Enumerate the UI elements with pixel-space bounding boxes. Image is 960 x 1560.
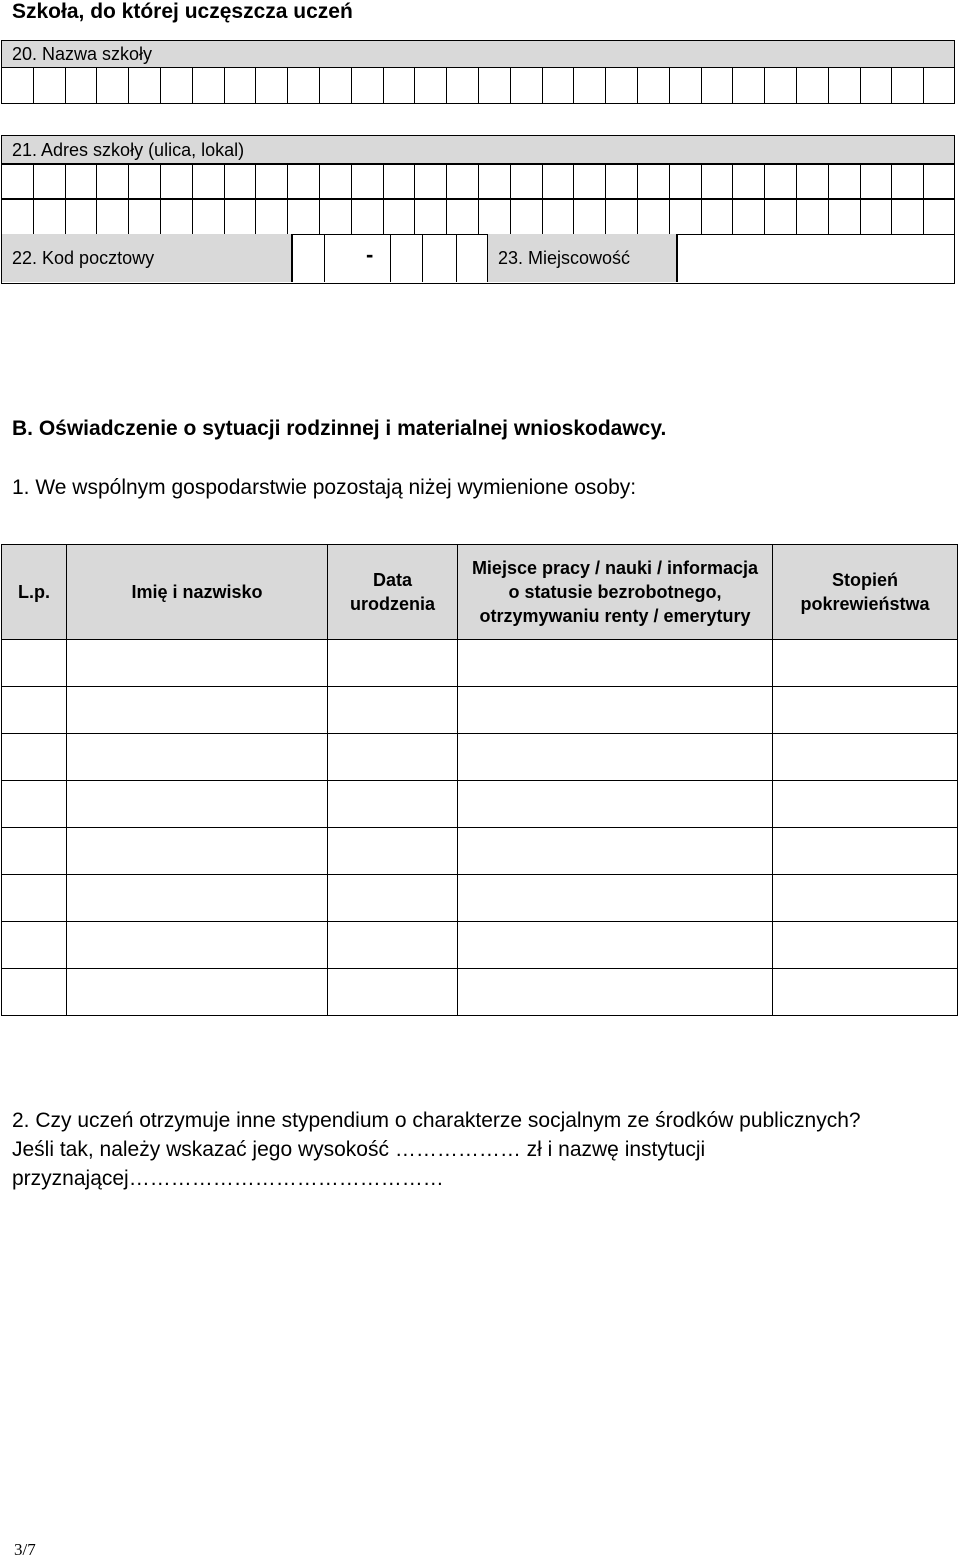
cell-workplace[interactable]: [458, 875, 773, 922]
table-header-row: [2, 545, 958, 640]
school-name-boxes[interactable]: [1, 67, 955, 103]
cell-workplace[interactable]: [458, 734, 773, 781]
cell-workplace[interactable]: [458, 828, 773, 875]
cell-workplace[interactable]: [458, 781, 773, 828]
cell-birth-date[interactable]: [328, 875, 458, 922]
table-row: [2, 922, 958, 969]
cell-workplace[interactable]: [458, 687, 773, 734]
table-row: [2, 781, 958, 828]
question-2-line2: Jeśli tak, należy wskazać jego wysokość ……………… zł i nazwę instytucji przyznającej………………………………………: [12, 1138, 706, 1190]
cell-name[interactable]: [67, 969, 328, 1016]
table-row: [2, 640, 958, 687]
town-label: 23. Miejscowość: [487, 234, 677, 282]
town-field[interactable]: [677, 234, 956, 282]
header-workplace: Miejsce pracy / nauki / informacja o statusie bezrobotnego, otrzymywaniu renty / emerytury: [458, 545, 773, 640]
header-relationship: Stopień pokrewieństwa: [773, 545, 958, 640]
cell-name[interactable]: [67, 640, 328, 687]
cell-birth-date[interactable]: [328, 781, 458, 828]
cell-birth-date[interactable]: [328, 640, 458, 687]
section-b-heading: B. Oświadczenie o sytuacji rodzinnej i materialnej wnioskodawcy.: [12, 417, 667, 440]
cell-name[interactable]: [67, 781, 328, 828]
cell-lp[interactable]: [2, 734, 67, 781]
postal-code-box[interactable]: [292, 234, 324, 282]
header-lp: L.p.: [2, 545, 67, 640]
postal-code-box[interactable]: [390, 234, 422, 282]
postal-dash: -: [366, 242, 374, 267]
page-number: 3/7: [14, 1540, 36, 1559]
cell-relationship[interactable]: [773, 687, 958, 734]
table-row: [2, 969, 958, 1016]
cell-relationship[interactable]: [773, 828, 958, 875]
cell-birth-date[interactable]: [328, 687, 458, 734]
postal-code-box[interactable]: [422, 234, 456, 282]
cell-name[interactable]: [67, 828, 328, 875]
postal-code-box[interactable]: [324, 234, 348, 282]
cell-workplace[interactable]: [458, 922, 773, 969]
postal-code-label: 22. Kod pocztowy: [2, 234, 292, 282]
cell-lp[interactable]: [2, 875, 67, 922]
cell-name[interactable]: [67, 687, 328, 734]
cell-lp[interactable]: [2, 969, 67, 1016]
cell-birth-date[interactable]: [328, 828, 458, 875]
cell-lp[interactable]: [2, 922, 67, 969]
cell-name[interactable]: [67, 922, 328, 969]
cell-lp[interactable]: [2, 828, 67, 875]
header-birth-date: Data urodzenia: [328, 545, 458, 640]
household-intro: 1. We wspólnym gospodarstwie pozostają niżej wymienione osoby:: [12, 476, 637, 499]
table-row: [2, 875, 958, 922]
cell-workplace[interactable]: [458, 969, 773, 1016]
cell-workplace[interactable]: [458, 640, 773, 687]
school-address-boxes-2[interactable]: [1, 198, 955, 234]
cell-relationship[interactable]: [773, 734, 958, 781]
cell-name[interactable]: [67, 734, 328, 781]
table-row: [2, 687, 958, 734]
school-address-boxes-1[interactable]: [1, 163, 955, 199]
cell-relationship[interactable]: [773, 922, 958, 969]
cell-relationship[interactable]: [773, 781, 958, 828]
cell-birth-date[interactable]: [328, 969, 458, 1016]
cell-name[interactable]: [67, 875, 328, 922]
cell-lp[interactable]: [2, 781, 67, 828]
cell-lp[interactable]: [2, 640, 67, 687]
school-address-label: 21. Adres szkoły (ulica, lokal): [1, 135, 955, 165]
header-name: Imię i nazwisko: [67, 545, 328, 640]
cell-birth-date[interactable]: [328, 922, 458, 969]
cell-lp[interactable]: [2, 687, 67, 734]
cell-birth-date[interactable]: [328, 734, 458, 781]
table-row: [2, 734, 958, 781]
postal-code-box[interactable]: [456, 234, 487, 282]
question-2: [12, 1106, 912, 1193]
table-row: [2, 828, 958, 875]
cell-relationship[interactable]: [773, 875, 958, 922]
postal-town-row: [1, 234, 955, 284]
question-2-line1: 2. Czy uczeń otrzymuje inne stypendium o charakterze socjalnym ze środków publicznych?: [12, 1109, 861, 1132]
school-name-label: 20. Nazwa szkoły: [1, 40, 955, 68]
cell-relationship[interactable]: [773, 640, 958, 687]
school-section-title: Szkoła, do której uczęszcza uczeń: [12, 0, 353, 23]
household-members-table: [1, 544, 958, 1016]
cell-relationship[interactable]: [773, 969, 958, 1016]
